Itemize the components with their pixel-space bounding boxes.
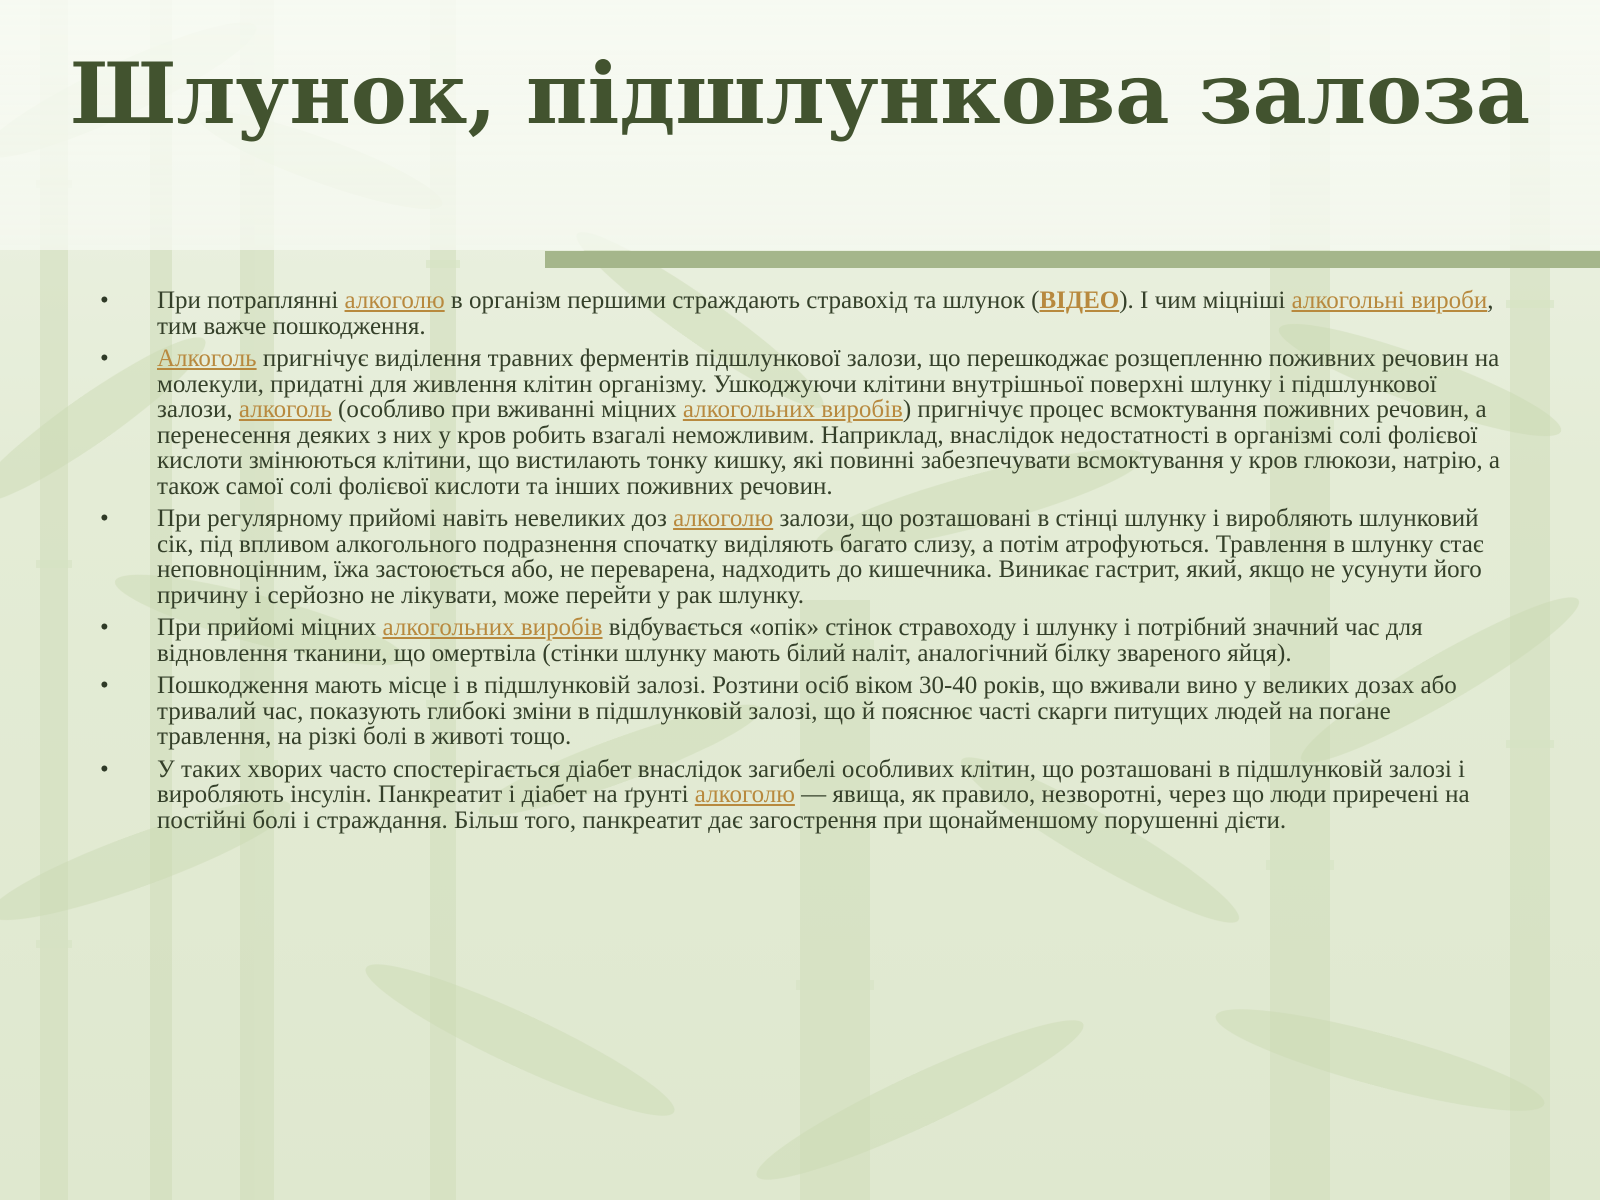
bullet-text: ). І чим міцніші (1119, 287, 1292, 314)
bullet-text: При регулярному прийомі навіть невеликих доз (157, 505, 674, 532)
text-link[interactable]: ВІДЕО (1039, 287, 1120, 314)
text-link[interactable]: алкоголю (694, 781, 795, 808)
bullet-marker: • (100, 614, 109, 641)
text-link[interactable]: алкогольні вироби (1291, 287, 1488, 314)
title-accent-bar (545, 251, 1600, 268)
bullet-marker: • (100, 672, 109, 699)
bullet-marker: • (100, 755, 109, 783)
text-link[interactable]: алкоголю (344, 287, 445, 314)
text-link[interactable]: алкоголь (238, 396, 332, 423)
slide-title: Шлунок, підшлункова залоза (69, 44, 1531, 143)
bullet-text: залози, що розташовані в стінці шлунку і виробляють шлунковий сік, під впливом алкогольного подразнення спочатку виділяють багато слизу, а потім атрофуються. Травлення в шлунку стає неповноцінним, їжа застоюється або, не переварена, надходить до кишечника. Виникає гастрит, який, якщо не усунути його причину і серйозно не лікувати, може перейти у рак шлунку. (157, 505, 1484, 609)
text-link[interactable]: алкоголю (673, 505, 774, 532)
bullet-text: При потраплянні (157, 287, 345, 314)
bullet-text: , тим важче пошкодження. (157, 287, 1494, 340)
bullet-marker: • (100, 287, 109, 314)
bullet-text: У таких хворих часто спостерігається діабет внаслідок загибелі особливих клітин, що розташовані в підшлунковій залозі і виробляють інсулін. Панкреатит і діабет на ґрунті (157, 755, 1466, 808)
bullet-item (100, 288, 1500, 339)
bullet-text: пригнічує виділення травних ферментів підшлункової залози, що перешкоджає розщепленню поживних речовин на молекули, придатні для живлення клітин організму. Ушкоджуючи клітини внутрішньої поверхні шлунку і підшлункової залози, (157, 345, 1500, 423)
bullet-item (100, 506, 1500, 608)
bullet-item (100, 346, 1500, 499)
bullet-text: При прийомі міцних (157, 614, 383, 641)
bullet-marker: • (100, 345, 109, 372)
bullet-text: ) пригнічує процес всмоктування поживних речовин, а перенесення деяких з них у кров робить взагалі неможливим. Наприклад, внаслідок недостатності в організмі солі фолієвої кислоти змінюються клітини, що вистилають тонку кишку, які повинні забезпечувати всмоктування у кров глюкози, натрію, а також самої солі фолієвої кислоти та інших поживних речовин. (157, 396, 1500, 500)
bullet-text: — явища, як правило, незворотні, через що люди приречені на постійні болі і страждання. Більш того, панкреатит дає загострення при щонайменшому порушенні дієти. (157, 781, 1470, 834)
bullet-item (100, 615, 1500, 666)
bullet-text: в організм першими страждають стравохід та шлунок ( (444, 287, 1040, 314)
bullet-item (100, 757, 1500, 834)
bullet-item (100, 673, 1500, 750)
bullet-marker: • (100, 505, 109, 532)
bullet-text: (особливо при вживанні міцних (331, 396, 683, 423)
bullet-list (100, 288, 1500, 840)
text-link[interactable]: алкогольних виробів (682, 396, 903, 423)
text-link[interactable]: алкогольних виробів (382, 614, 603, 641)
bullet-text: Пошкодження мають місце і в підшлунковій залозі. Розтини осіб віком 30-40 років, що вживали вино у великих дозах або тривалий час, показують глибокі зміни в підшлунковій залозі, що й пояснює часті скарги питущих людей на погане травлення, на різкі болі в животі тощо. (157, 672, 1457, 750)
bullet-text: відбувається «опік» стінок стравоходу і шлунку і потрібний значний час для відновлення тканини, що омертвіла (стінки шлунку мають білий наліт, аналогічний білку звареного яйця). (157, 614, 1423, 667)
text-link[interactable]: Алкоголь (157, 345, 257, 372)
